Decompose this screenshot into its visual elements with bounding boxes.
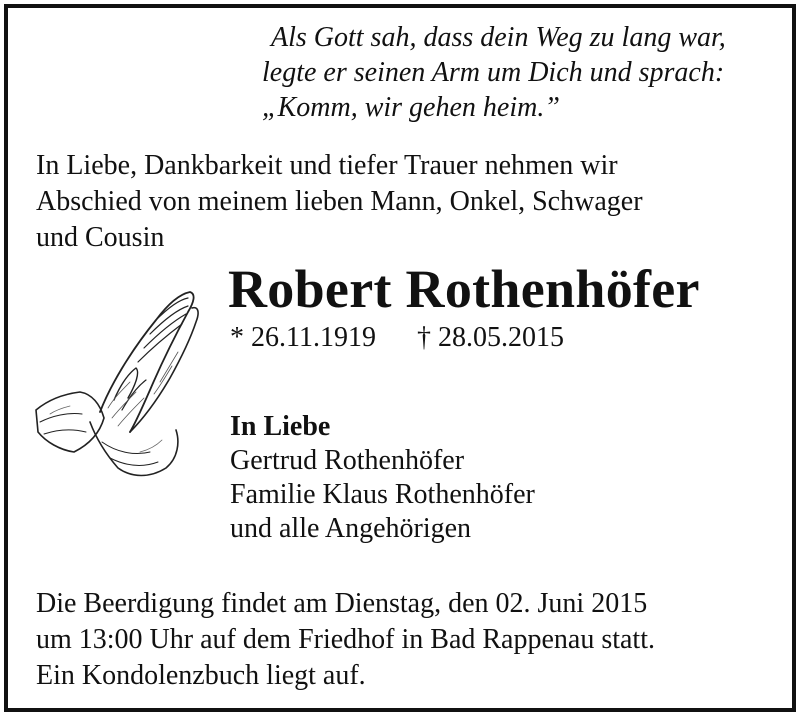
intro-line: In Liebe, Dankbarkeit und tiefer Trauer nehmen wir (36, 150, 618, 181)
poem-line: „Komm, wir gehen heim.” (262, 92, 560, 123)
birth-date: * 26.11.1919 (230, 322, 376, 353)
funeral-details (36, 586, 776, 694)
signature-line: Familie Klaus Rothenhöfer (230, 479, 535, 510)
funeral-line: um 13:00 Uhr auf dem Friedhof in Bad Rappenau statt. (36, 624, 655, 655)
intro-line: und Cousin (36, 222, 165, 253)
death-date: † 28.05.2015 (416, 322, 564, 353)
signature-heading: In Liebe (230, 411, 331, 442)
signature-line: Gertrud Rothenhöfer (230, 445, 465, 476)
poem-line: legte er seinen Arm um Dich und sprach: (262, 57, 725, 88)
funeral-line: Ein Kondolenzbuch liegt auf. (36, 660, 366, 691)
signature-line: und alle Angehörigen (230, 513, 472, 544)
funeral-line: Die Beerdigung findet am Dienstag, den 02. Juni 2015 (36, 588, 648, 619)
signature-block (230, 410, 535, 546)
life-dates (230, 320, 564, 356)
praying-hands-icon (30, 282, 210, 482)
intro-line: Abschied von meinem lieben Mann, Onkel, Schwager (36, 186, 643, 217)
intro-text (36, 148, 776, 256)
poem-line: Als Gott sah, dass dein Weg zu lang war, (271, 22, 726, 53)
poem-verse (262, 20, 782, 125)
deceased-name: Robert Rothenhöfer (228, 259, 700, 319)
